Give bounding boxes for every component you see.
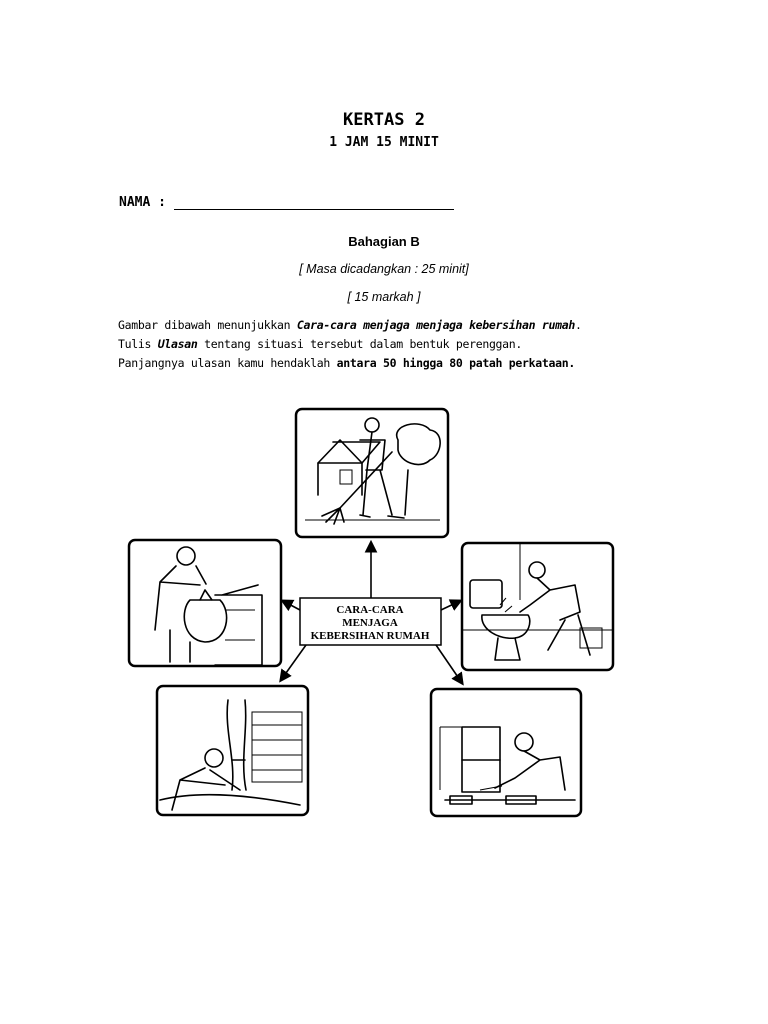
section-title: Bahagian B	[348, 234, 420, 249]
panel-cleaning-toilet	[462, 543, 613, 670]
panel-tidying-bed	[157, 686, 308, 815]
center-line-1: CARA-CARA	[336, 604, 404, 616]
center-line-2: MENJAGA	[342, 617, 398, 629]
panel-throwing-garbage	[129, 540, 281, 666]
instruction-line-2: Tulis Ulasan tentang situasi tersebut dalam bentuk perenggan.	[118, 337, 523, 351]
instruction-line-3: Panjangnya ulasan kamu hendaklah antara 50 hingga 80 patah perkataan.	[118, 356, 576, 370]
instruction-line-1: Gambar dibawah menunjukkan Cara-cara menjaga menjaga kebersihan rumah.	[118, 318, 582, 332]
total-marks: [ 15 markah ]	[347, 290, 421, 304]
suggested-time: [ Masa dicadangkan : 25 minit]	[299, 262, 469, 276]
panel-cleaning-kitchen	[431, 689, 581, 816]
center-topic-box	[300, 598, 441, 645]
paper-duration: 1 JAM 15 MINIT	[329, 135, 439, 150]
name-label: NAMA :	[119, 195, 166, 210]
paper-title: KERTAS 2	[343, 110, 425, 130]
panel-sweeping-yard	[296, 409, 448, 537]
center-line-3: KEBERSIHAN RUMAH	[310, 630, 430, 642]
